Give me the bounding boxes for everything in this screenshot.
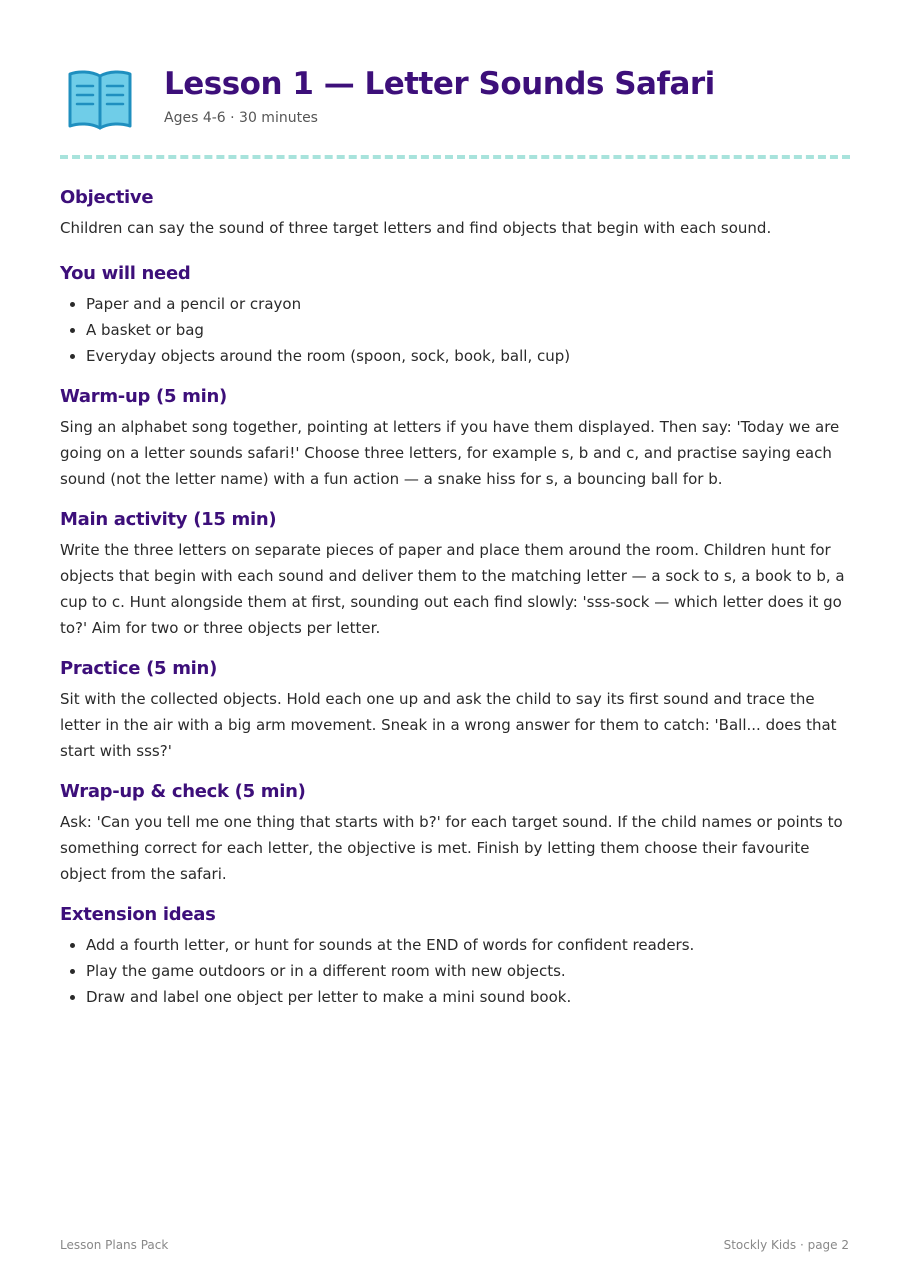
objective-section — [60, 184, 850, 241]
warmup-heading: Warm-up (5 min) — [60, 386, 227, 407]
main-activity-text: Write the three letters on separate pieces of paper and place them around the room. Children hunt for objects that begin with each sound and deliver them to the matching letter — a sock to s, a book to b, a cup to c. Hunt alongside them at first, sounding out each find slowly: 'sss-sock — which letter does it go to?' Aim for two or three objects per letter. — [60, 541, 845, 637]
objective-text: Children can say the sound of three target letters and find objects that begin with each sound. — [60, 219, 772, 237]
footer-pack-name: Lesson Plans Pack — [60, 1238, 169, 1252]
page-header — [60, 62, 850, 142]
list-item: • Paper and a pencil or crayon — [86, 291, 850, 317]
main-activity-section — [60, 506, 850, 641]
objective-heading: Objective — [60, 187, 154, 208]
wrapup-text: Ask: 'Can you tell me one thing that starts with b?' for each target sound. If the child names or points to something correct for each letter, the objective is met. Finish by letting them choose their favourite object from the safari. — [60, 813, 843, 883]
practice-heading: Practice (5 min) — [60, 658, 217, 679]
page-title: Lesson 1 — Letter Sounds Safari — [164, 66, 715, 102]
main-activity-heading: Main activity (15 min) — [60, 509, 277, 530]
lesson-content — [60, 184, 850, 1010]
list-item: • Draw and label one object per letter to make a mini sound book. — [86, 984, 850, 1010]
list-item: • A basket or bag — [86, 317, 850, 343]
list-item: • Everyday objects around the room (spoon, sock, book, ball, cup) — [86, 343, 850, 369]
materials-section — [60, 260, 850, 369]
extension-heading: Extension ideas — [60, 904, 216, 925]
extension-section — [60, 901, 850, 1010]
practice-text: Sit with the collected objects. Hold each one up and ask the child to say its first sound and trace the letter in the air with a big arm movement. Sneak in a wrong answer for them to catch: 'Ball... does that start with sss?' — [60, 690, 837, 760]
warmup-text: Sing an alphabet song together, pointing at letters if you have them displayed. Then say: 'Today we are going on a letter sounds safari!' Choose three letters, for example s, b and c, and practise saying each sound (not the letter name) with a fun action — a snake hiss for s, a bouncing ball for b. — [60, 418, 840, 488]
footer-page-number: Stockly Kids · page 2 — [723, 1238, 849, 1252]
list-item: • Play the game outdoors or in a different room with new objects. — [86, 958, 850, 984]
extension-list — [60, 932, 850, 1010]
practice-section — [60, 655, 850, 764]
list-item: • Add a fourth letter, or hunt for sounds at the END of words for confident readers. — [86, 932, 850, 958]
warmup-section — [60, 383, 850, 492]
wrapup-section — [60, 778, 850, 887]
wrapup-heading: Wrap-up & check (5 min) — [60, 781, 306, 802]
open-book-icon — [67, 68, 133, 130]
materials-heading: You will need — [60, 263, 191, 284]
header-divider — [60, 155, 850, 159]
page-subtitle: Ages 4-6 · 30 minutes — [164, 110, 318, 126]
materials-list — [60, 291, 850, 369]
